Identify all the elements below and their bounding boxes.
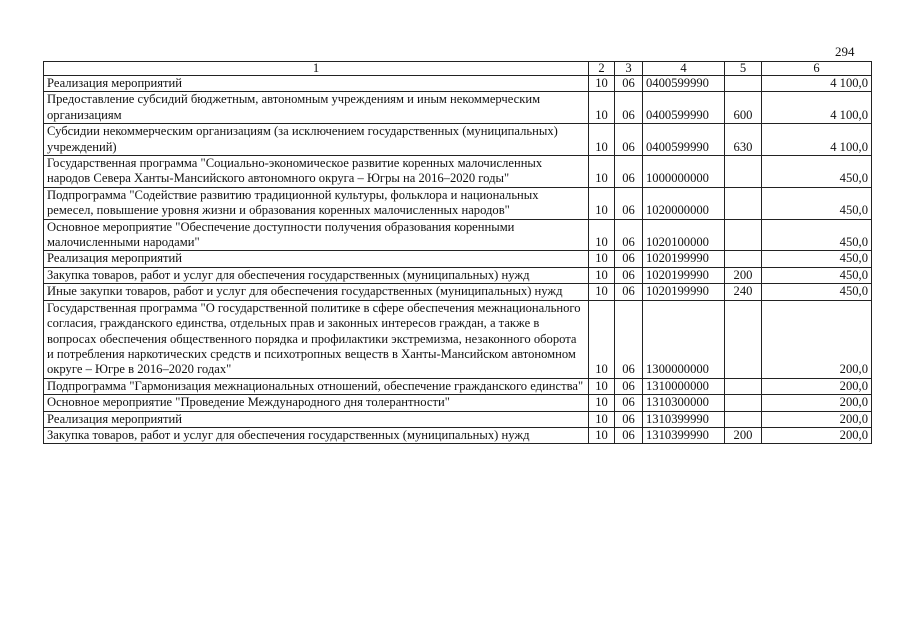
row-subsection: 06	[615, 395, 643, 411]
row-name: Предоставление субсидий бюджетным, автономным учреждениям и иным некоммерческим организациям	[44, 92, 589, 124]
table-row	[44, 300, 872, 378]
header-col-6: 6	[762, 62, 872, 76]
row-expense-type: 630	[725, 124, 762, 156]
row-target-article: 0400599990	[643, 124, 725, 156]
row-amount: 4 100,0	[762, 92, 872, 124]
row-amount: 200,0	[762, 395, 872, 411]
row-subsection: 06	[615, 378, 643, 394]
row-target-article: 0400599990	[643, 76, 725, 92]
row-name: Государственная программа "Социально-экономическое развитие коренных малочисленных народов Севера Ханты-Мансийского автономного округа – Югры на 2016–2020 годы"	[44, 156, 589, 188]
row-subsection: 06	[615, 187, 643, 219]
row-expense-type	[725, 187, 762, 219]
table-row	[44, 124, 872, 156]
row-target-article: 1310000000	[643, 378, 725, 394]
row-name: Закупка товаров, работ и услуг для обеспечения государственных (муниципальных) нужд	[44, 267, 589, 283]
table-row	[44, 156, 872, 188]
row-subsection: 06	[615, 267, 643, 283]
row-expense-type: 600	[725, 92, 762, 124]
row-target-article: 1020199990	[643, 267, 725, 283]
row-amount: 450,0	[762, 156, 872, 188]
row-amount: 450,0	[762, 267, 872, 283]
page-number: 294	[835, 44, 855, 59]
row-subsection: 06	[615, 219, 643, 251]
row-amount: 450,0	[762, 187, 872, 219]
row-section: 10	[589, 378, 615, 394]
budget-table	[43, 61, 872, 444]
table-row	[44, 378, 872, 394]
row-amount: 450,0	[762, 251, 872, 267]
row-expense-type	[725, 378, 762, 394]
table-row	[44, 92, 872, 124]
row-target-article: 0400599990	[643, 92, 725, 124]
row-subsection: 06	[615, 284, 643, 300]
row-subsection: 06	[615, 124, 643, 156]
row-name: Подпрограмма "Гармонизация межнациональных отношений, обеспечение гражданского единства"	[44, 378, 589, 394]
row-expense-type	[725, 300, 762, 378]
row-amount: 200,0	[762, 300, 872, 378]
row-section: 10	[589, 395, 615, 411]
row-name: Закупка товаров, работ и услуг для обеспечения государственных (муниципальных) нужд	[44, 427, 589, 443]
row-expense-type	[725, 156, 762, 188]
row-subsection: 06	[615, 427, 643, 443]
header-col-1: 1	[44, 62, 589, 76]
row-amount: 4 100,0	[762, 124, 872, 156]
row-expense-type	[725, 411, 762, 427]
row-name: Государственная программа "О государственной политике в сфере обеспечения межнационального согласия, гражданского единства, отдельных прав и законных интересов граждан, а также в вопросах обеспечения общественного порядка и профилактики экстремизма, незаконного оборота и потребления наркотических средств и психотропных веществ в Ханты-Мансийском автономном округе – Югре в 2016–2020 годах"	[44, 300, 589, 378]
row-target-article: 1020199990	[643, 251, 725, 267]
table-row	[44, 395, 872, 411]
row-amount: 200,0	[762, 427, 872, 443]
row-name: Иные закупки товаров, работ и услуг для обеспечения государственных (муниципальных) нужд	[44, 284, 589, 300]
row-name: Реализация мероприятий	[44, 251, 589, 267]
row-section: 10	[589, 219, 615, 251]
row-subsection: 06	[615, 300, 643, 378]
header-col-4: 4	[643, 62, 725, 76]
table-row	[44, 284, 872, 300]
row-section: 10	[589, 76, 615, 92]
table-row	[44, 187, 872, 219]
table-row	[44, 267, 872, 283]
row-target-article: 1310399990	[643, 411, 725, 427]
row-amount: 200,0	[762, 411, 872, 427]
row-name: Реализация мероприятий	[44, 411, 589, 427]
row-section: 10	[589, 92, 615, 124]
row-name: Реализация мероприятий	[44, 76, 589, 92]
row-section: 10	[589, 267, 615, 283]
row-section: 10	[589, 284, 615, 300]
row-section: 10	[589, 300, 615, 378]
row-expense-type	[725, 76, 762, 92]
table-row	[44, 411, 872, 427]
row-amount: 200,0	[762, 378, 872, 394]
table-row	[44, 427, 872, 443]
row-subsection: 06	[615, 92, 643, 124]
row-section: 10	[589, 187, 615, 219]
row-name: Субсидии некоммерческим организациям (за исключением государственных (муниципальных) учреждений)	[44, 124, 589, 156]
row-target-article: 1310300000	[643, 395, 725, 411]
header-col-2: 2	[589, 62, 615, 76]
header-col-3: 3	[615, 62, 643, 76]
table-row	[44, 219, 872, 251]
row-amount: 450,0	[762, 284, 872, 300]
row-name: Основное мероприятие "Проведение Международного дня толерантности"	[44, 395, 589, 411]
row-target-article: 1300000000	[643, 300, 725, 378]
row-expense-type: 200	[725, 427, 762, 443]
row-name: Подпрограмма "Содействие развитию традиционной культуры, фольклора и национальных ремесел, повышение уровня жизни и образования коренных малочисленных народов"	[44, 187, 589, 219]
row-subsection: 06	[615, 411, 643, 427]
row-target-article: 1020000000	[643, 187, 725, 219]
row-expense-type	[725, 219, 762, 251]
row-target-article: 1020199990	[643, 284, 725, 300]
table-row	[44, 251, 872, 267]
row-section: 10	[589, 156, 615, 188]
row-name: Основное мероприятие "Обеспечение доступности получения образования коренными малочисленными народами"	[44, 219, 589, 251]
row-subsection: 06	[615, 156, 643, 188]
row-expense-type	[725, 395, 762, 411]
row-subsection: 06	[615, 251, 643, 267]
row-section: 10	[589, 411, 615, 427]
row-amount: 450,0	[762, 219, 872, 251]
row-expense-type: 200	[725, 267, 762, 283]
table-row	[44, 76, 872, 92]
row-target-article: 1310399990	[643, 427, 725, 443]
row-section: 10	[589, 251, 615, 267]
row-section: 10	[589, 124, 615, 156]
row-expense-type: 240	[725, 284, 762, 300]
row-expense-type	[725, 251, 762, 267]
row-target-article: 1020100000	[643, 219, 725, 251]
row-amount: 4 100,0	[762, 76, 872, 92]
header-col-5: 5	[725, 62, 762, 76]
row-subsection: 06	[615, 76, 643, 92]
row-section: 10	[589, 427, 615, 443]
header-row	[44, 62, 872, 76]
row-target-article: 1000000000	[643, 156, 725, 188]
